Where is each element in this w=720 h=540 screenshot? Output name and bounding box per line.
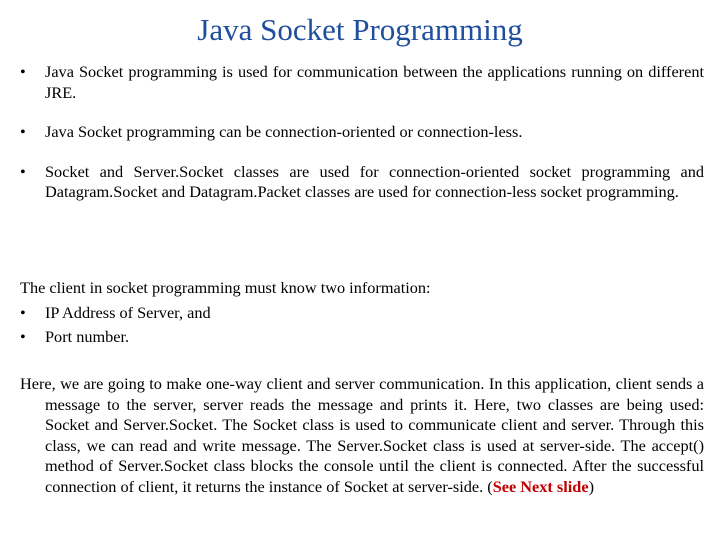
client-item-text: Port number. [45,327,130,346]
bullet-text: Java Socket programming can be connection-oriented or connection-less. [45,122,523,142]
client-item-text: IP Address of Server, and [45,302,211,322]
bullet-mark: • [20,122,26,142]
description-paragraph [20,374,704,498]
bullet-item [20,62,704,103]
bullet-text: Java Socket programming is used for communication between the applications running on different JRE. [45,62,704,102]
bullet-mark: • [20,302,26,322]
slide-title: Java Socket Programming [197,12,523,47]
client-intro: The client in socket programming must know two information: [20,278,431,297]
bullet-list [20,62,704,222]
bullet-mark: • [20,161,26,181]
bullet-text: Socket and Server.Socket classes are used for connection-oriented socket programming and Datagram.Socket and Datagram.Packet classes are used for connection-less socket programming. [45,161,704,202]
bullet-item [20,162,704,203]
client-requirements [20,276,704,350]
paragraph-end: ) [588,476,594,496]
client-item [20,325,704,350]
paragraph-text: Here, we are going to make one-way client and server communication. In this application, client sends a message to the server, server reads the message and prints it. Here, two classes are being used: Socket and Server.Socket. The Socket class is used to communicate client and server. Through this class, we can read and write message. The Server.Socket class is used at server-side. The accept() method of Server.Socket class blocks the console until the client is connected. After the successful connection of client, it returns the instance of Socket at server-side. ( [20,374,704,496]
bullet-item [20,122,704,143]
client-item [20,301,704,326]
next-slide-reference: See Next slide [492,476,589,496]
bullet-mark: • [20,327,26,346]
bullet-mark: • [20,62,26,81]
